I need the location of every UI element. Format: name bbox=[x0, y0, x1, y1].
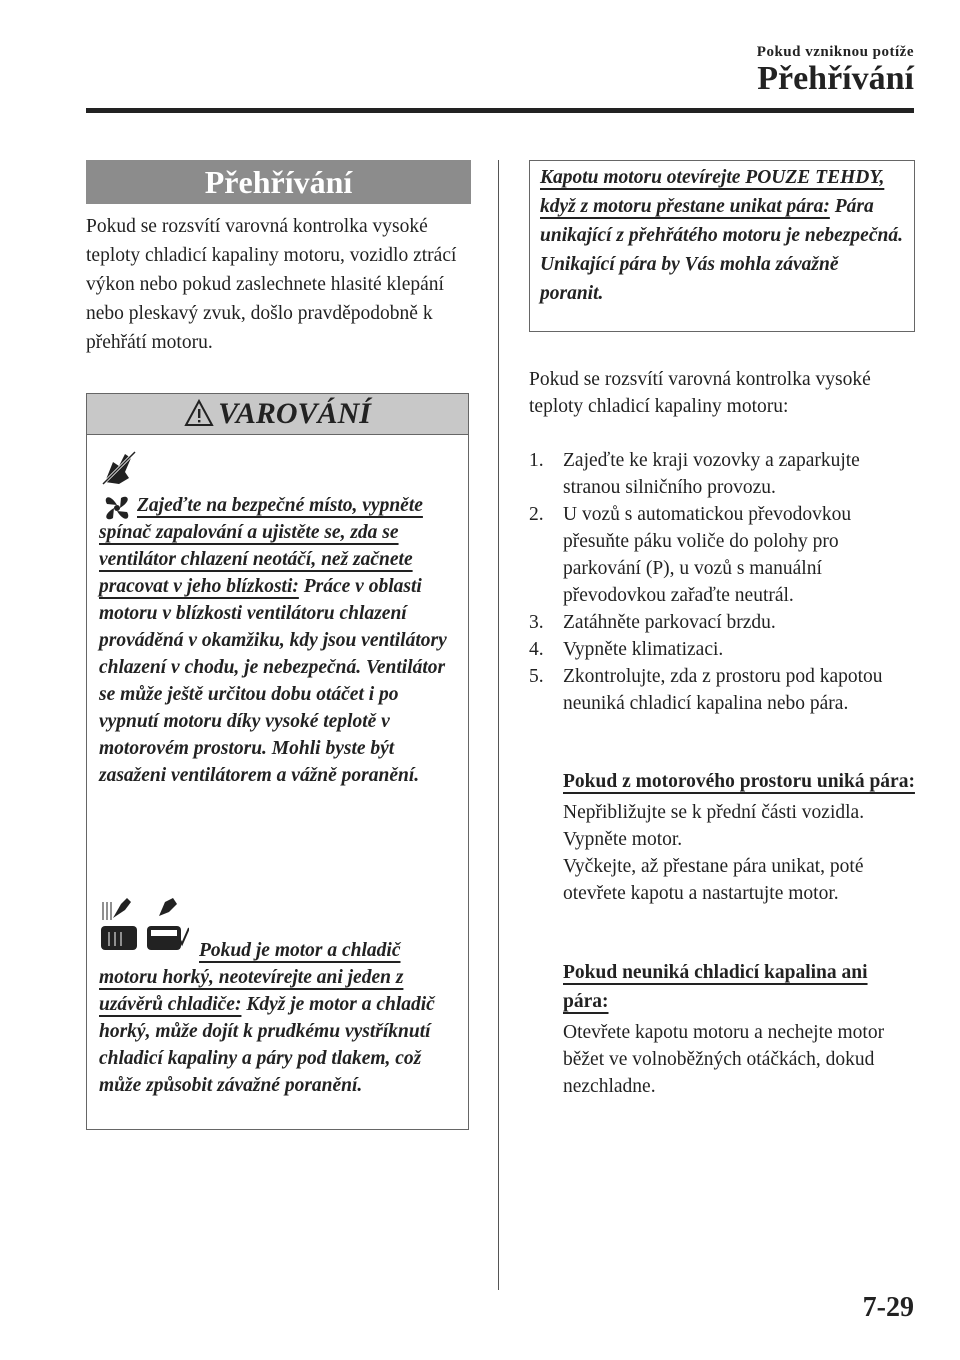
no-leak-case-heading: Pokud neuniká chladicí kapalina ani pára: bbox=[563, 962, 868, 1012]
list-item: 3. Zatáhněte parkovací brzdu. bbox=[529, 612, 776, 633]
steam-case-line: Vypněte motor. bbox=[563, 829, 683, 850]
steam-case-heading: Pokud z motorového prostoru uniká pára: bbox=[563, 771, 915, 792]
warning-fan-text bbox=[99, 492, 461, 789]
steps-list bbox=[529, 447, 915, 717]
steam-case-line: Nepřibližujte se k přední části vozidla. bbox=[563, 802, 865, 823]
steam-warning-heading: Kapotu motoru otevírejte POUZE TEHDY, když z motoru přestane unikat pára: bbox=[540, 167, 885, 217]
warning-radiator-heading: Pokud je motor a chladič motoru horký, neotevírejte ani jeden z uzávěrů chladiče: bbox=[99, 940, 404, 1015]
list-item: 4. Vypněte klimatizaci. bbox=[529, 639, 724, 660]
list-item: 1. Zajeďte ke kraji vozovky a zaparkujte stranou silničního provozu. bbox=[529, 450, 860, 498]
page-title: Přehřívání bbox=[757, 60, 914, 97]
warning-box bbox=[86, 393, 469, 1130]
no-hand-icon bbox=[99, 448, 139, 493]
no-leak-case-body: Otevřete kapotu motoru a nechejte motor běžet ve volnoběžných otáčkách, dokud nezchladne. bbox=[563, 1022, 885, 1097]
steam-case-line: Vyčkejte, až přestane pára unikat, poté otevřete kapotu a nastartujte motor. bbox=[563, 856, 864, 904]
warning-fan-body: Práce v oblasti motoru v blízkosti ventilátoru chlazení prováděná v okamžiku, kdy jsou ventilátory chlazení v chodu, je nebezpečná. Ventilátor se může ještě určitou dobu otáčet i po vypnutí motoru díky vysoké teplotě v motorovém prostoru. Mohli byste být zasaženi ventilátorem a vážně poranění. bbox=[99, 576, 447, 786]
warning-fan-heading: Zajeďte na bezpečné místo, vypněte spínač zapalování a ujistěte se, zda se ventilátor chlazení neotáčí, než začnete pracovat v jeho blízkosti: bbox=[99, 495, 423, 597]
column-divider bbox=[498, 160, 499, 1290]
header-rule bbox=[86, 108, 914, 113]
warning-radiator-text bbox=[99, 937, 461, 1099]
steam-case bbox=[563, 767, 915, 907]
section-banner: Přehřívání bbox=[86, 160, 471, 204]
list-item: 5. Zkontrolujte, zda z prostoru pod kapotou neuniká chladicí kapalina nebo pára. bbox=[529, 666, 883, 714]
list-item: 2. U vozů s automatickou převodovkou přesuňte páku voliče do polohy pro parkování (P), u vozů s manuální převodovkou zařaďte neutrál. bbox=[529, 504, 852, 606]
steam-warning-box bbox=[529, 160, 915, 332]
page-number: 7-29 bbox=[862, 1292, 914, 1323]
no-leak-case bbox=[563, 958, 915, 1100]
intro-paragraph: Pokud se rozsvítí varovná kontrolka vysoké teploty chladicí kapaliny motoru, vozidlo ztrácí výkon nebo pokud zaslechnete hlasité klepání nebo pleskavý zvuk, došlo pravděpodobně k přehřátí motoru. bbox=[86, 216, 457, 353]
warning-triangle-icon bbox=[184, 398, 214, 438]
right-intro: Pokud se rozsvítí varovná kontrolka vysoké teploty chladicí kapaliny motoru: bbox=[529, 369, 871, 417]
steam-warning-body: Pára unikající z přehřátého motoru je nebezpečná. Unikající pára by Vás mohla závažně poranit. bbox=[540, 196, 903, 304]
warning-radiator-body: Když je motor a chladič horký, může dojít k prudkému vystříknutí chladicí kapaliny a páry pod tlakem, což může způsobit závažné poranění. bbox=[99, 994, 435, 1096]
header-section: Pokud vzniknou potíže bbox=[756, 44, 914, 60]
warning-header: VAROVÁNÍ bbox=[87, 394, 468, 435]
